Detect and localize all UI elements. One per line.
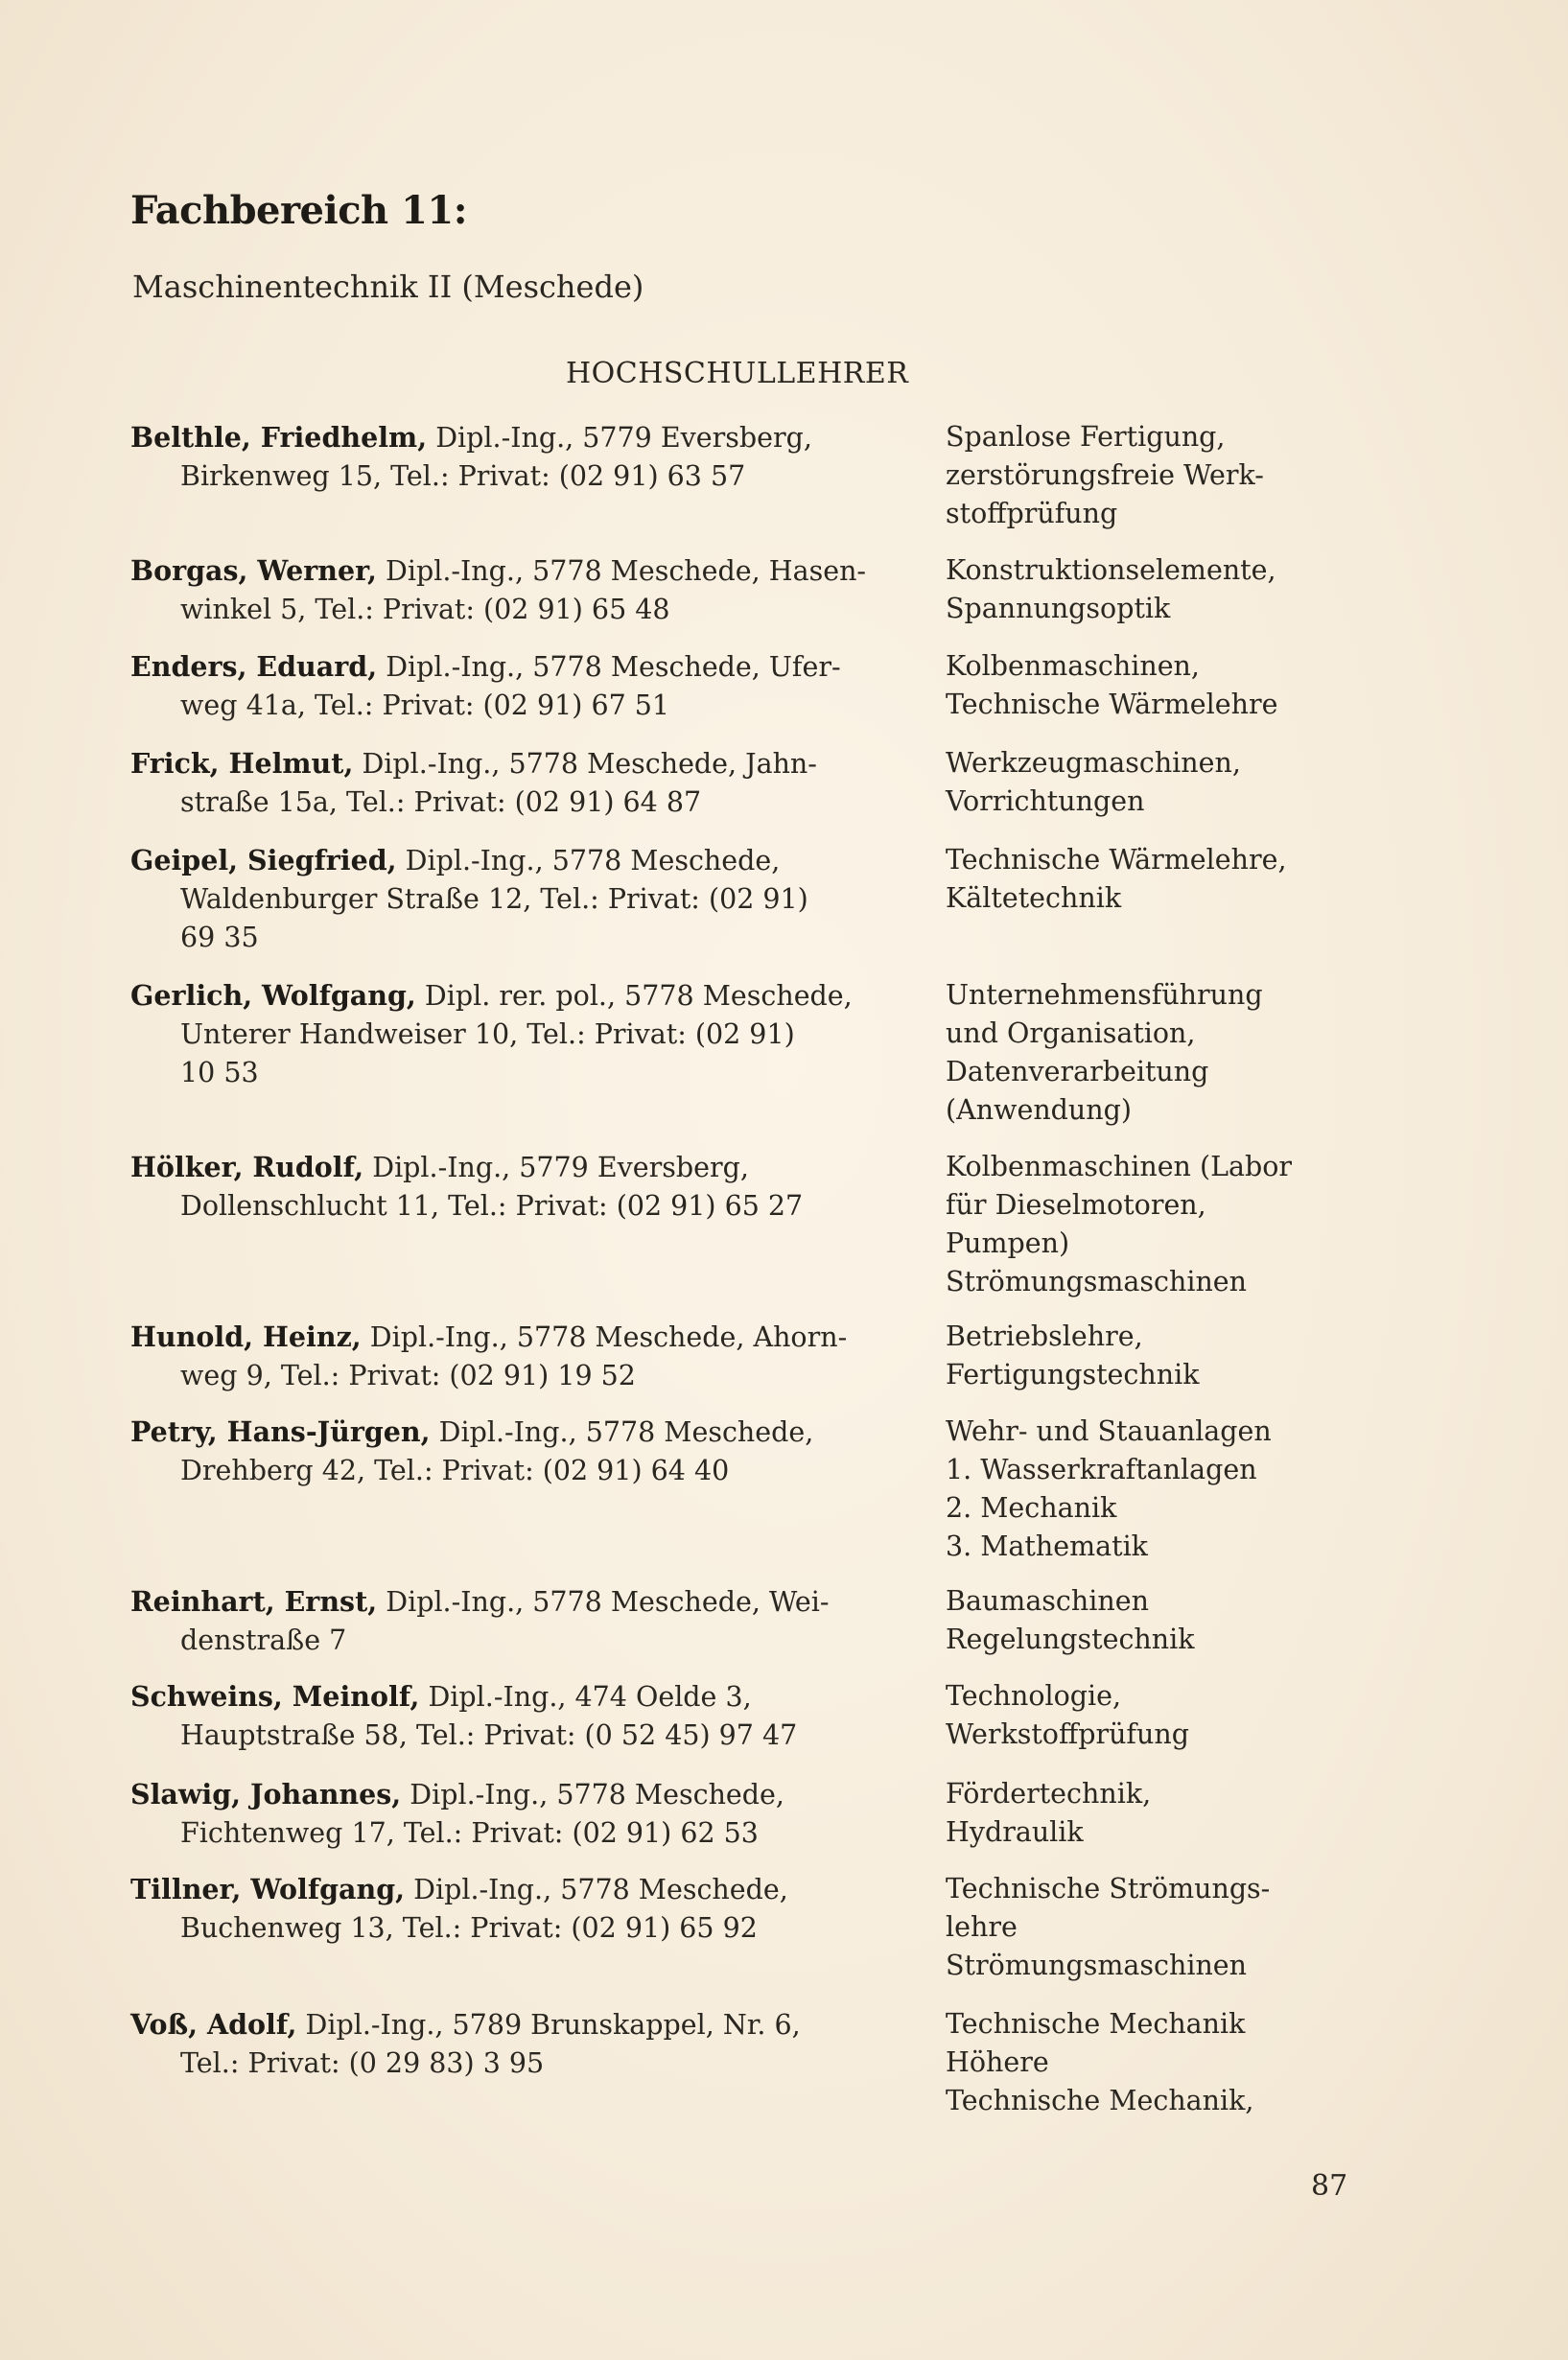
subject-line: Datenverarbeitung <box>946 1056 1209 1087</box>
person-detail-line: Waldenburger Straße 12, Tel.: Privat: (02 91) <box>180 883 808 915</box>
person-detail-line: Dipl.-Ing., 474 Oelde 3, <box>428 1681 752 1713</box>
subject-line: 1. Wasserkraftanlagen <box>946 1454 1257 1485</box>
subject-area <box>946 841 1368 918</box>
subject-area <box>946 1413 1368 1566</box>
subject-line: Hydraulik <box>946 1816 1084 1848</box>
subject-line: Strömungsmaschinen <box>946 1266 1248 1297</box>
subject-line: Fördertechnik, <box>946 1778 1152 1810</box>
person-detail-line: Dipl.-Ing., 5779 Eversberg, <box>372 1152 749 1183</box>
person-detail-line: Hauptstraße 58, Tel.: Privat: (0 52 45) 97 47 <box>180 1719 798 1751</box>
subject-line: Fertigungstechnik <box>946 1359 1200 1390</box>
person-name: Hunold, Heinz, <box>130 1320 362 1353</box>
person-detail-line: Dipl.-Ing., 5778 Meschede, Ufer- <box>386 651 841 683</box>
person-detail-line: Dipl.-Ing., 5778 Meschede, Jahn- <box>362 748 817 780</box>
person-details <box>130 1318 898 1395</box>
subject-line: Kolbenmaschinen (Labor <box>946 1151 1293 1182</box>
subject-area <box>946 1318 1368 1394</box>
person-details <box>130 418 898 496</box>
subject-line: Technologie, <box>946 1680 1122 1712</box>
subject-line: für Dieselmotoren, <box>946 1189 1206 1221</box>
subject-line: Spanlose Fertigung, <box>946 421 1226 453</box>
subject-line: Technische Mechanik <box>946 2008 1246 2040</box>
person-name: Tillner, Wolfgang, <box>130 1873 406 1905</box>
subject-area <box>946 1775 1368 1852</box>
person-detail-line: Buchenweg 13, Tel.: Privat: (02 91) 65 92 <box>180 1912 758 1944</box>
person-detail-line: Dipl.-Ing., 5779 Eversberg, <box>435 422 812 454</box>
person-detail-line: Dipl.-Ing., 5789 Brunskappel, Nr. 6, <box>305 2009 801 2041</box>
subject-area <box>946 744 1368 821</box>
person-details <box>130 1582 898 1660</box>
person-details <box>130 1677 898 1755</box>
person-name: Frick, Helmut, <box>130 747 354 780</box>
subject-line: Kältetechnik <box>946 882 1122 914</box>
subject-line: Baumaschinen <box>946 1585 1149 1617</box>
subject-line: Technische Wärmelehre <box>946 689 1278 720</box>
person-details <box>130 976 898 1092</box>
person-detail-line: Dollenschlucht 11, Tel.: Privat: (02 91) 65 27 <box>180 1190 804 1222</box>
subject-line: Spannungsoptik <box>946 593 1171 624</box>
subject-area <box>946 1677 1368 1754</box>
subject-line: Strömungsmaschinen <box>946 1950 1248 1981</box>
person-details <box>130 2005 898 2083</box>
subject-line: 3. Mathematik <box>946 1530 1148 1562</box>
person-detail-line: Dipl.-Ing., 5778 Meschede, Wei- <box>386 1586 830 1618</box>
subject-area <box>946 551 1368 628</box>
subject-area <box>946 1148 1368 1301</box>
subject-line: (Anwendung) <box>946 1094 1132 1126</box>
person-name: Borgas, Werner, <box>130 554 377 587</box>
person-details <box>130 1870 898 1948</box>
person-detail-line: Dipl. rer. pol., 5778 Meschede, <box>424 980 853 1012</box>
subject-line: Kolbenmaschinen, <box>946 650 1200 682</box>
person-detail-line: weg 41a, Tel.: Privat: (02 91) 67 51 <box>180 689 670 721</box>
subject-area <box>946 976 1368 1130</box>
person-detail-line: denstraße 7 <box>180 1624 347 1656</box>
person-detail-line: Tel.: Privat: (0 29 83) 3 95 <box>180 2047 545 2079</box>
person-details <box>130 1148 898 1226</box>
subject-line: Technische Wärmelehre, <box>946 844 1287 876</box>
person-name: Hölker, Rudolf, <box>130 1151 364 1183</box>
person-details <box>130 551 898 629</box>
person-name: Schweins, Meinolf, <box>130 1680 420 1713</box>
subject-line: Konstruktionselemente, <box>946 554 1276 586</box>
person-name: Voß, Adolf, <box>130 2008 297 2041</box>
subject-line: und Organisation, <box>946 1017 1196 1049</box>
person-detail-line: Dipl.-Ing., 5778 Meschede, Ahorn- <box>369 1321 848 1353</box>
subject-line: Werkzeugmaschinen, <box>946 747 1241 779</box>
person-detail-line: 10 53 <box>180 1057 259 1088</box>
subject-area <box>946 1870 1368 1985</box>
person-detail-line: weg 9, Tel.: Privat: (02 91) 19 52 <box>180 1360 636 1391</box>
subject-line: Betriebslehre, <box>946 1320 1143 1352</box>
subject-line: zerstörungsfreie Werk- <box>946 459 1264 491</box>
person-name: Gerlich, Wolfgang, <box>130 979 416 1012</box>
subject-line: 2. Mechanik <box>946 1492 1117 1524</box>
subject-line: Höhere <box>946 2046 1049 2078</box>
person-details <box>130 1413 898 1490</box>
subject-area <box>946 1582 1368 1659</box>
person-detail-line: Dipl.-Ing., 5778 Meschede, <box>413 1874 788 1905</box>
subject-line: Vorrichtungen <box>946 785 1145 817</box>
subject-area <box>946 647 1368 724</box>
person-name: Geipel, Siegfried, <box>130 844 397 876</box>
person-detail-line: Dipl.-Ing., 5778 Meschede, <box>405 845 781 876</box>
person-name: Belthle, Friedhelm, <box>130 421 428 454</box>
subject-line: Unternehmensführung <box>946 979 1263 1011</box>
person-details <box>130 744 898 822</box>
person-detail-line: Dipl.-Ing., 5778 Meschede, Hasen- <box>386 555 867 587</box>
person-name: Slawig, Johannes, <box>130 1778 402 1811</box>
subject-line: Technische Mechanik, <box>946 2085 1254 2116</box>
department-heading: Fachbereich 11: <box>130 188 467 233</box>
person-detail-line: straße 15a, Tel.: Privat: (02 91) 64 87 <box>180 786 702 818</box>
subject-line: lehre <box>946 1911 1018 1943</box>
person-detail-line: 69 35 <box>180 922 259 953</box>
person-detail-line: Drehberg 42, Tel.: Privat: (02 91) 64 40 <box>180 1455 730 1486</box>
subject-line: Wehr- und Stauanlagen <box>946 1415 1272 1447</box>
subject-line: Regelungstechnik <box>946 1624 1195 1655</box>
subject-line: Pumpen) <box>946 1227 1070 1259</box>
person-detail-line: Dipl.-Ing., 5778 Meschede, <box>438 1416 814 1448</box>
person-name: Reinhart, Ernst, <box>130 1585 378 1618</box>
person-detail-line: Birkenweg 15, Tel.: Privat: (02 91) 63 57 <box>180 460 746 492</box>
page-number: 87 <box>1311 2169 1348 2203</box>
person-name: Enders, Eduard, <box>130 650 378 683</box>
person-details <box>130 647 898 725</box>
person-detail-line: Unterer Handweiser 10, Tel.: Privat: (02 91) <box>180 1018 795 1050</box>
person-details <box>130 841 898 957</box>
subject-line: stoffprüfung <box>946 498 1118 529</box>
subject-area <box>946 418 1368 533</box>
person-detail-line: Dipl.-Ing., 5778 Meschede, <box>410 1779 784 1811</box>
subject-area <box>946 2005 1368 2120</box>
subject-line: Werkstoffprüfung <box>946 1718 1189 1750</box>
subject-line: Technische Strömungs- <box>946 1873 1271 1904</box>
person-details <box>130 1775 898 1853</box>
person-detail-line: Fichtenweg 17, Tel.: Privat: (02 91) 62 53 <box>180 1817 759 1849</box>
person-detail-line: winkel 5, Tel.: Privat: (02 91) 65 48 <box>180 594 670 625</box>
person-name: Petry, Hans-Jürgen, <box>130 1415 431 1448</box>
department-subheading: Maschinentechnik II (Meschede) <box>132 269 644 305</box>
section-title: HOCHSCHULLEHRER <box>566 357 909 390</box>
